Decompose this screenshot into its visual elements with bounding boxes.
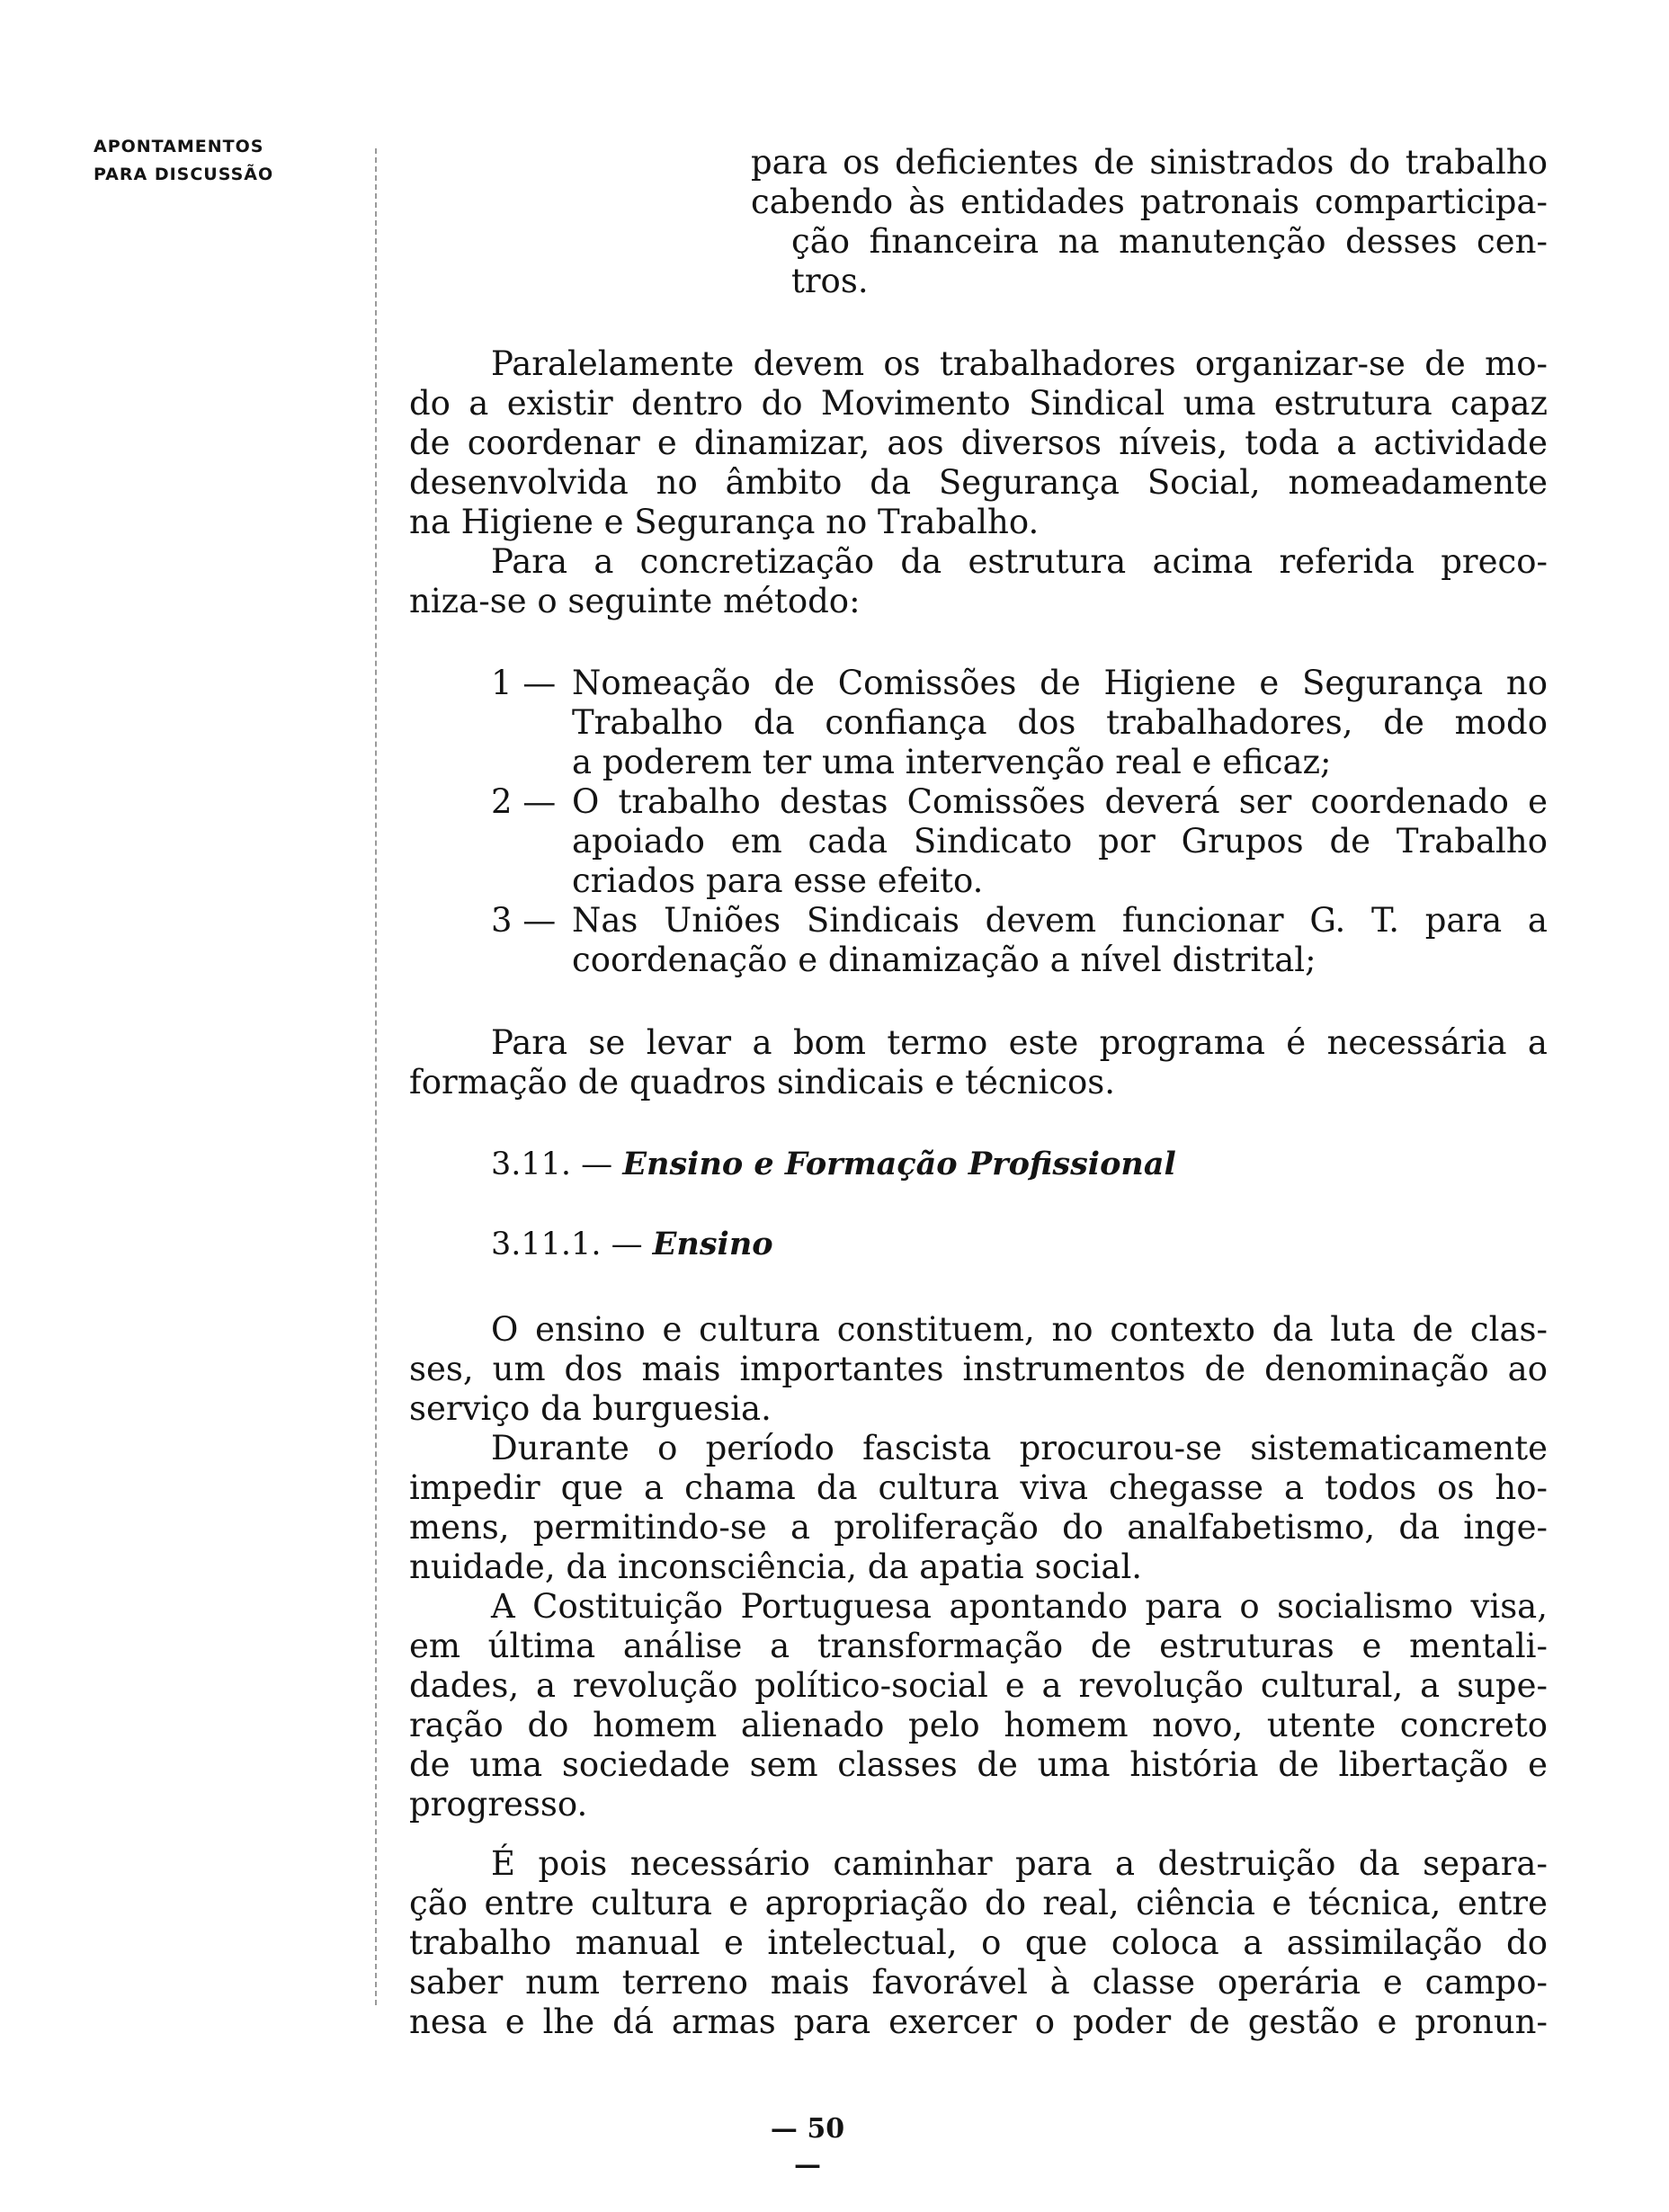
text-line: ção financeira na manutenção desses cen- [791, 222, 1548, 261]
text-line: nuidade, da inconsciência, da apatia social. [409, 1548, 1143, 1586]
list-item-number: 2 — [491, 782, 557, 821]
section-heading-3-11 [491, 1145, 1176, 1184]
text-line: de uma sociedade sem classes de uma história de libertação e [409, 1745, 1548, 1784]
text-line: apoiado em cada Sindicato por Grupos de Trabalho [572, 822, 1548, 861]
text-line: a poderem ter uma intervenção real e eficaz; [572, 743, 1332, 781]
text-line: nesa e lhe dá armas para exercer o poder de gestão e pronun- [409, 2002, 1548, 2041]
text-line: para os deficientes de sinistrados do trabalho [751, 143, 1548, 182]
heading-number: 3.11.1. — [491, 1226, 643, 1262]
section-sidebar-label [94, 133, 273, 189]
list-item-number: 1 — [491, 664, 557, 702]
text-line: É pois necessário caminhar para a destruição da separa- [491, 1844, 1548, 1883]
heading-title: Ensino [652, 1226, 773, 1262]
text-line: Para se levar a bom termo este programa é necessária a [491, 1023, 1548, 1062]
text-line: cabendo às entidades patronais comparticipa- [751, 183, 1548, 221]
text-line: O trabalho destas Comissões deverá ser coordenado e [572, 782, 1548, 821]
text-line: desenvolvida no âmbito da Segurança Social, nomeadamente [409, 463, 1548, 502]
text-line: ses, um dos mais importantes instrumentos de denominação ao [409, 1350, 1548, 1388]
text-line: niza-se o seguinte método: [409, 582, 861, 620]
text-line: serviço da burguesia. [409, 1389, 772, 1428]
text-line: Para a concretização da estrutura acima referida preco- [491, 542, 1548, 581]
page-number: — 50 — [770, 2113, 845, 2181]
heading-number: 3.11. — [491, 1146, 613, 1182]
text-line: do a existir dentro do Movimento Sindical uma estrutura capaz [409, 384, 1548, 423]
text-line: saber num terreno mais favorável à classe operária e campo- [409, 1963, 1548, 2002]
text-line: na Higiene e Segurança no Trabalho. [409, 503, 1040, 541]
text-line: tros. [791, 262, 869, 300]
text-line: em última análise a transformação de estruturas e mentali- [409, 1627, 1548, 1665]
sidebar-label-line-1: APONTAMENTOS [94, 137, 264, 156]
text-line: progresso. [409, 1785, 588, 1824]
text-line: A Costituição Portuguesa apontando para o socialismo visa, [491, 1587, 1548, 1626]
text-line: ração do homem alienado pelo homem novo, utente concreto [409, 1706, 1548, 1744]
text-line: dades, a revolução político-social e a revolução cultural, a supe- [409, 1666, 1548, 1705]
text-line: trabalho manual e intelectual, o que coloca a assimilação do [409, 1923, 1548, 1962]
text-line: coordenação e dinamização a nível distrital; [572, 941, 1316, 979]
text-line: de coordenar e dinamizar, aos diversos níveis, toda a actividade [409, 424, 1548, 462]
text-line: mens, permitindo-se a proliferação do analfabetismo, da inge- [409, 1508, 1548, 1547]
text-line: ção entre cultura e apropriação do real, ciência e técnica, entre [409, 1884, 1548, 1922]
text-line: criados para esse efeito. [572, 861, 984, 900]
text-line: Nas Uniões Sindicais devem funcionar G. T. para a [572, 901, 1548, 940]
section-heading-3-11-1 [491, 1225, 773, 1264]
text-line: Nomeação de Comissões de Higiene e Segurança no [572, 664, 1548, 702]
text-line: formação de quadros sindicais e técnicos. [409, 1063, 1116, 1102]
list-item-number: 3 — [491, 901, 557, 940]
text-line: Trabalho da confiança dos trabalhadores, de modo [572, 703, 1548, 742]
sidebar-label-line-2: PARA DISCUSSÃO [94, 165, 274, 184]
text-line: impedir que a chama da cultura viva chegasse a todos os ho- [409, 1468, 1548, 1507]
vertical-margin-rule [375, 148, 377, 2005]
text-line: Paralelamente devem os trabalhadores organizar-se de mo- [491, 344, 1548, 383]
heading-title: Ensino e Formação Profissional [622, 1146, 1176, 1182]
text-line: O ensino e cultura constituem, no contexto da luta de clas- [491, 1310, 1548, 1349]
text-line: Durante o período fascista procurou-se sistematicamente [491, 1429, 1548, 1467]
